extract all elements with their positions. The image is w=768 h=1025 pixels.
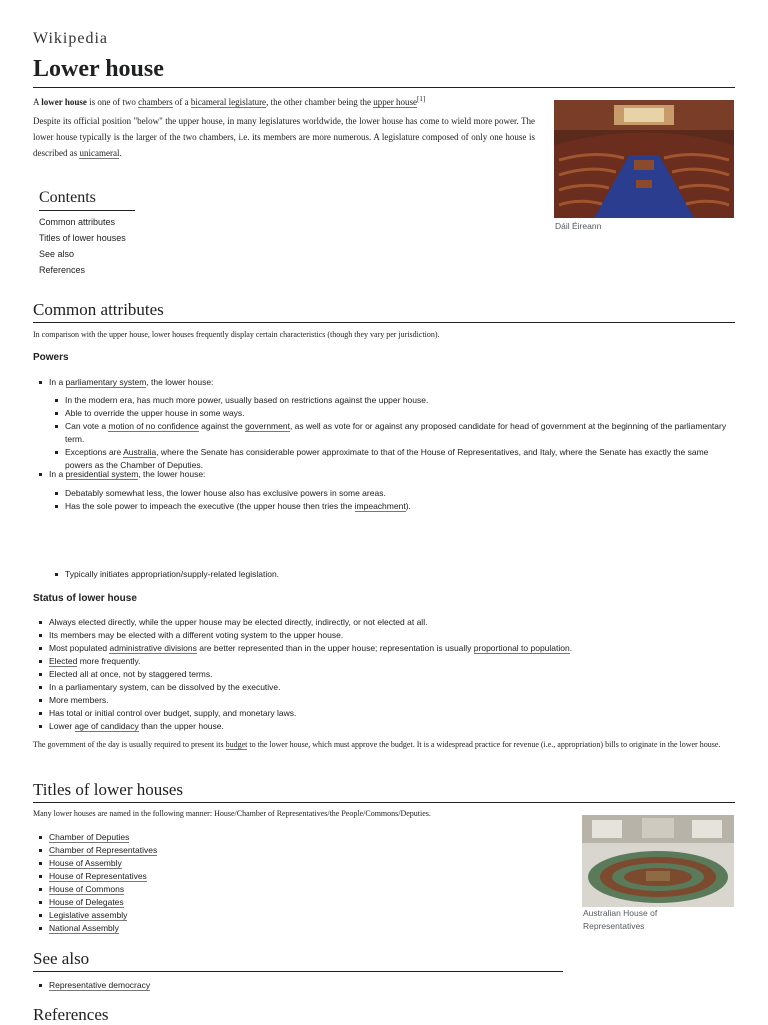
text: In a bbox=[49, 377, 66, 387]
link-elected[interactable]: Elected bbox=[49, 656, 78, 666]
section-rule bbox=[33, 322, 735, 323]
toc-rule bbox=[39, 210, 135, 211]
link-title[interactable]: Chamber of Deputies bbox=[49, 832, 130, 842]
text: , the lower house: bbox=[138, 469, 206, 479]
text: , the lower house: bbox=[146, 377, 214, 387]
reference-link[interactable]: [1] bbox=[417, 95, 426, 103]
link-upper-house[interactable]: upper house bbox=[373, 97, 418, 107]
australian-house-photo[interactable] bbox=[582, 815, 734, 907]
list-item bbox=[33, 655, 733, 668]
status-list bbox=[33, 616, 733, 733]
list-item bbox=[33, 844, 553, 857]
list-item: Able to override the upper house in some ways. bbox=[51, 407, 733, 420]
text: . bbox=[569, 643, 573, 653]
list-item bbox=[51, 500, 733, 513]
list-item bbox=[33, 376, 733, 389]
page-title: Lower house bbox=[33, 56, 164, 82]
text: is one of two bbox=[86, 97, 139, 107]
image-caption: Dáil Éireann bbox=[555, 221, 602, 231]
link-title[interactable]: Chamber of Representatives bbox=[49, 845, 158, 855]
list-item bbox=[33, 979, 553, 992]
toc-title: Contents bbox=[39, 189, 96, 206]
link-unicameral[interactable]: unicameral bbox=[79, 148, 120, 158]
list-item bbox=[33, 870, 553, 883]
subheading-status: Status of lower house bbox=[33, 593, 137, 604]
parliamentary-sublist bbox=[51, 394, 733, 472]
link-title[interactable]: House of Representatives bbox=[49, 871, 147, 881]
budget-paragraph bbox=[33, 738, 735, 752]
extra-list bbox=[51, 568, 733, 581]
wikipedia-wordmark: Wikipedia bbox=[33, 30, 108, 47]
text: Lower bbox=[49, 721, 75, 731]
section-heading-titles: Titles of lower houses bbox=[33, 780, 184, 799]
list-item: In a parliamentary system, can be dissolved by the executive. bbox=[33, 681, 733, 694]
list-item: Elected all at once, not by staggered terms. bbox=[33, 668, 733, 681]
text: , the other chamber being the bbox=[266, 97, 374, 107]
link-title[interactable]: House of Assembly bbox=[49, 858, 122, 868]
list-item bbox=[33, 922, 553, 935]
section-heading-common-attributes: Common attributes bbox=[33, 300, 164, 319]
presidential-list bbox=[33, 468, 733, 481]
text: Most populated bbox=[49, 643, 110, 653]
text: A bbox=[33, 97, 42, 107]
titles-intro: Many lower houses are named in the following manner: House/Chamber of Representatives/the People/Commons/Deputies. bbox=[33, 809, 431, 818]
title-rule bbox=[33, 87, 735, 88]
text: . bbox=[119, 148, 122, 158]
link-title[interactable]: Legislative assembly bbox=[49, 910, 128, 920]
link-administrative-divisions[interactable]: administrative divisions bbox=[109, 643, 197, 653]
intro-paragraph-2 bbox=[33, 113, 535, 161]
toc-item-references[interactable]: References bbox=[39, 265, 86, 275]
list-item bbox=[33, 857, 553, 870]
list-item: More members. bbox=[33, 694, 733, 707]
toc-item-common-attributes[interactable]: Common attributes bbox=[39, 217, 116, 227]
list-item bbox=[33, 468, 733, 481]
section-heading-see-also: See also bbox=[33, 949, 90, 968]
list-item: Its members may be elected with a different voting system to the upper house. bbox=[33, 629, 733, 642]
list-item bbox=[33, 642, 733, 655]
link-representative-democracy[interactable]: Representative democracy bbox=[49, 980, 151, 990]
caption-line: Australian House of bbox=[583, 908, 658, 918]
text: to the lower house, which must approve the budget. It is a widespread practice for revenue (i.e., appropriation) bills to originate in the lower house. bbox=[247, 740, 721, 749]
subheading-powers: Powers bbox=[33, 352, 69, 363]
link-title[interactable]: House of Commons bbox=[49, 884, 125, 894]
list-item bbox=[33, 896, 553, 909]
list-item bbox=[33, 720, 733, 733]
see-also-list bbox=[33, 979, 553, 992]
link-australia[interactable]: Australia bbox=[123, 447, 157, 457]
section-heading-references: References bbox=[33, 1005, 109, 1024]
text: The government of the day is usually required to present its bbox=[33, 740, 226, 749]
list-item bbox=[51, 420, 733, 446]
link-title[interactable]: National Assembly bbox=[49, 923, 119, 933]
bold-term: lower house bbox=[41, 97, 87, 107]
link-budget[interactable]: budget bbox=[225, 740, 248, 749]
text: Exceptions are bbox=[65, 447, 124, 457]
text: Has the sole power to impeach the executive (the upper house then tries the bbox=[65, 501, 355, 511]
list-item: Has total or initial control over budget, supply, and monetary laws. bbox=[33, 707, 733, 720]
link-chambers[interactable]: chambers bbox=[138, 97, 173, 107]
presidential-sublist bbox=[51, 487, 733, 513]
toc-item-titles[interactable]: Titles of lower houses bbox=[39, 233, 126, 243]
list-item: Debatably somewhat less, the lower house also has exclusive powers in some areas. bbox=[51, 487, 733, 500]
text: , as well as vote for or against any proposed candidate for head of government at the beginning of the parliamentary term. bbox=[65, 421, 727, 444]
list-item: Typically initiates appropriation/supply-related legislation. bbox=[51, 568, 733, 581]
text: In a bbox=[49, 469, 66, 479]
list-item: In the modern era, has much more power, usually based on restrictions against the upper house. bbox=[51, 394, 733, 407]
text: than the upper house. bbox=[138, 721, 224, 731]
intro-paragraph-1 bbox=[33, 91, 543, 110]
link-motion-of-no-confidence[interactable]: motion of no confidence bbox=[108, 421, 199, 431]
link-title[interactable]: House of Delegates bbox=[49, 897, 124, 907]
toc-item-see-also[interactable]: See also bbox=[39, 249, 75, 259]
link-government[interactable]: government bbox=[245, 421, 290, 431]
chamber-illustration bbox=[554, 100, 734, 218]
text: against the bbox=[198, 421, 246, 431]
caption-line: Representatives bbox=[583, 921, 645, 931]
link-impeachment[interactable]: impeachment bbox=[354, 501, 406, 511]
list-item: Always elected directly, while the upper house may be elected directly, indirectly, or not elected at all. bbox=[33, 616, 733, 629]
chamber-illustration bbox=[582, 815, 734, 907]
list-item bbox=[33, 831, 553, 844]
titles-list bbox=[33, 831, 553, 935]
text: ). bbox=[405, 501, 411, 511]
link-age-of-candidacy[interactable]: age of candidacy bbox=[74, 721, 139, 731]
text: Can vote a bbox=[65, 421, 109, 431]
section-rule bbox=[33, 971, 563, 972]
text: more frequently. bbox=[77, 656, 141, 666]
text: are better represented than in the upper house; representation is usually bbox=[196, 643, 474, 653]
common-intro: In comparison with the upper house, lower houses frequently display certain characteristics (though they vary per jurisdiction). bbox=[33, 330, 440, 339]
link-presidential-system[interactable]: presidential system bbox=[65, 469, 139, 479]
link-proportional-to-population[interactable]: proportional to population bbox=[473, 643, 570, 653]
link-bicameral-legislature[interactable]: bicameral legislature bbox=[190, 97, 267, 107]
section-rule bbox=[33, 802, 735, 803]
text: of a bbox=[172, 97, 191, 107]
image-caption bbox=[583, 907, 657, 933]
list-item bbox=[33, 883, 553, 896]
text: Despite its official position "below" the upper house, in many legislatures worldwide, the lower house has come to wield more power. The lower house typically is the larger of the two chambers, i.e. its members are more numerous. A legislature composed of only one house is described as bbox=[33, 116, 535, 158]
powers-list bbox=[33, 376, 733, 389]
link-parliamentary-system[interactable]: parliamentary system bbox=[65, 377, 147, 387]
text: , where the Senate has considerable power approximate to that of the House of Representatives, and Italy, where the Senate has exactly the same powers as the Chamber of Deputies. bbox=[65, 447, 709, 470]
list-item bbox=[33, 909, 553, 922]
dail-eireann-photo[interactable] bbox=[554, 100, 734, 218]
